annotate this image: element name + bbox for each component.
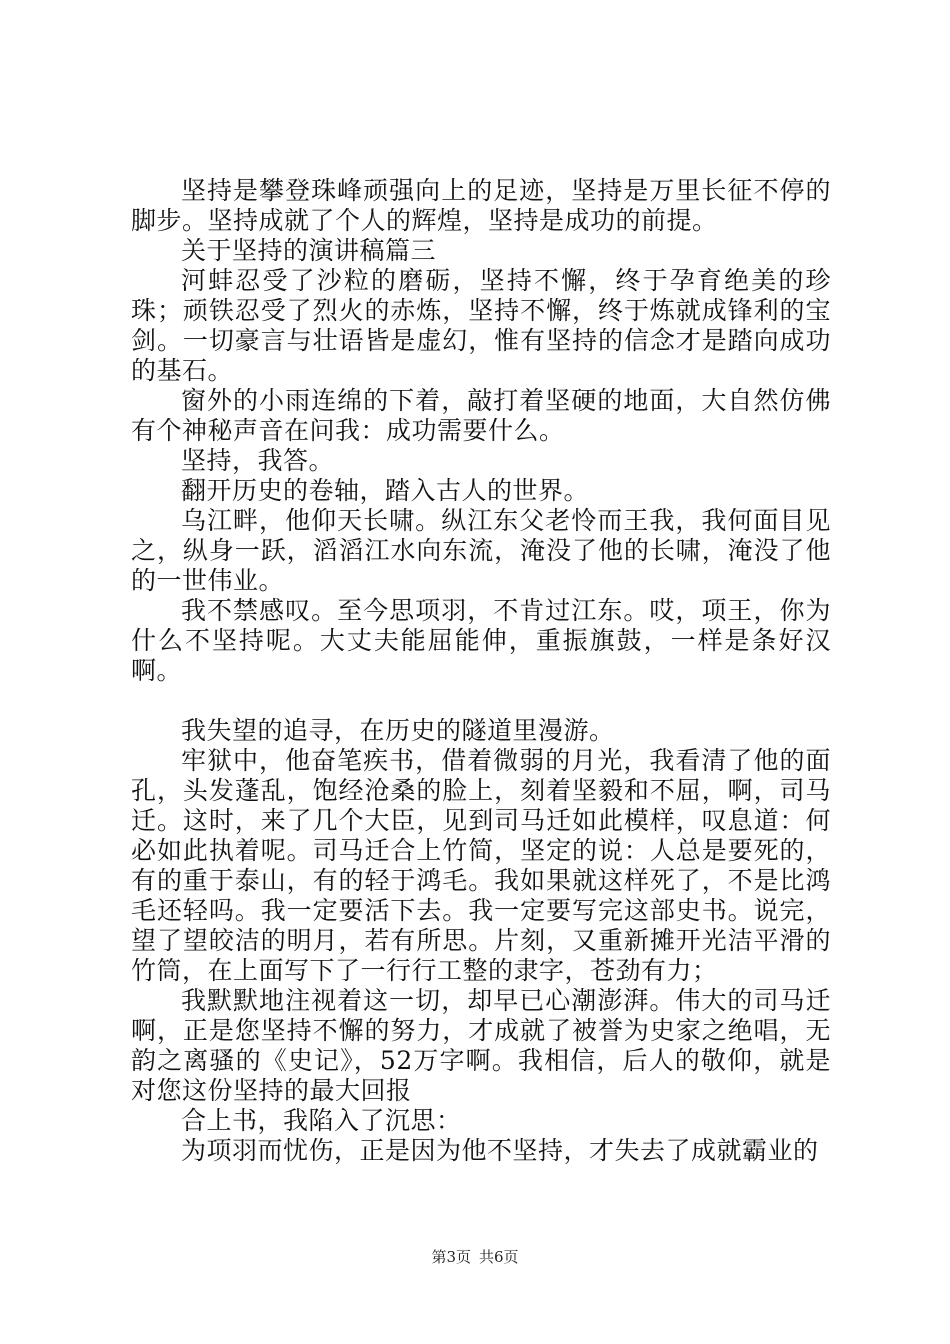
section-heading: 关于坚持的演讲稿篇三 [181,236,437,265]
paragraph-7: 乌江畔，他仰天长啸。纵江东父老怜而王我，我何面目见之，纵身一跃，滔滔江水向东流，淹没了他的长啸，淹没了他的一世伟业。 [131,506,831,595]
paragraph-13: 为项羽而忧伤，正是因为他不坚持，才失去了成就霸业的 [181,1136,819,1165]
paragraph-5: 坚持，我答。 [181,446,335,475]
document-body [131,176,831,1166]
page-footer [0,1247,950,1267]
paragraph-3: 河蚌忍受了沙粒的磨砺，坚持不懈，终于孕育绝美的珍珠；顽铁忍受了烈火的赤炼，坚持不懈，终于炼就成锋利的宝剑。一切豪言与壮语皆是虚幻，惟有坚持的信念才是踏向成功的基石。 [131,266,831,385]
paragraph-11: 我默默地注视着这一切，却早已心潮澎湃。伟大的司马迁啊，正是您坚持不懈的努力，才成就了被誉为史家之绝唱，无韵之离骚的《史记》，52万字啊。我相信，后人的敬仰，就是对您这份坚持的最大回报 [131,986,831,1105]
paragraph-1: 坚持是攀登珠峰顽强向上的足迹，坚持是万里长征不停的脚步。坚持成就了个人的辉煌，坚持是成功的前提。 [131,176,831,235]
paragraph-12: 合上书，我陷入了沉思： [181,1106,462,1135]
paragraph-6: 翻开历史的卷轴，踏入古人的世界。 [181,476,590,505]
page-number: 第3页 [431,1248,471,1266]
paragraph-8: 我不禁感叹。至今思项羽，不肯过江东。哎，项王，你为什么不坚持呢。大丈夫能屈能伸，重振旗鼓，一样是条好汉啊。 [131,596,831,685]
paragraph-4: 窗外的小雨连绵的下着，敲打着坚硬的地面，大自然仿佛有个神秘声音在问我：成功需要什么。 [131,386,831,445]
paragraph-10: 牢狱中，他奋笔疾书，借着微弱的月光，我看清了他的面孔，头发蓬乱，饱经沧桑的脸上，刻着坚毅和不屈，啊，司马迁。这时，来了几个大臣，见到司马迁如此模样，叹息道：何必如此执着呢。司马迁合上竹简，坚定的说：人总是要死的，有的重于泰山，有的轻于鸿毛。我如果就这样死了，不是比鸿毛还轻吗。我一定要活下去。我一定要写完这部史书。说完，望了望皎洁的明月，若有所思。片刻，又重新摊开光洁平滑的竹筒，在上面写下了一行行工整的隶字，苍劲有力； [131,746,831,985]
paragraph-9: 我失望的追寻，在历史的隧道里漫游。 [181,716,615,745]
page-total: 共6页 [479,1248,519,1266]
